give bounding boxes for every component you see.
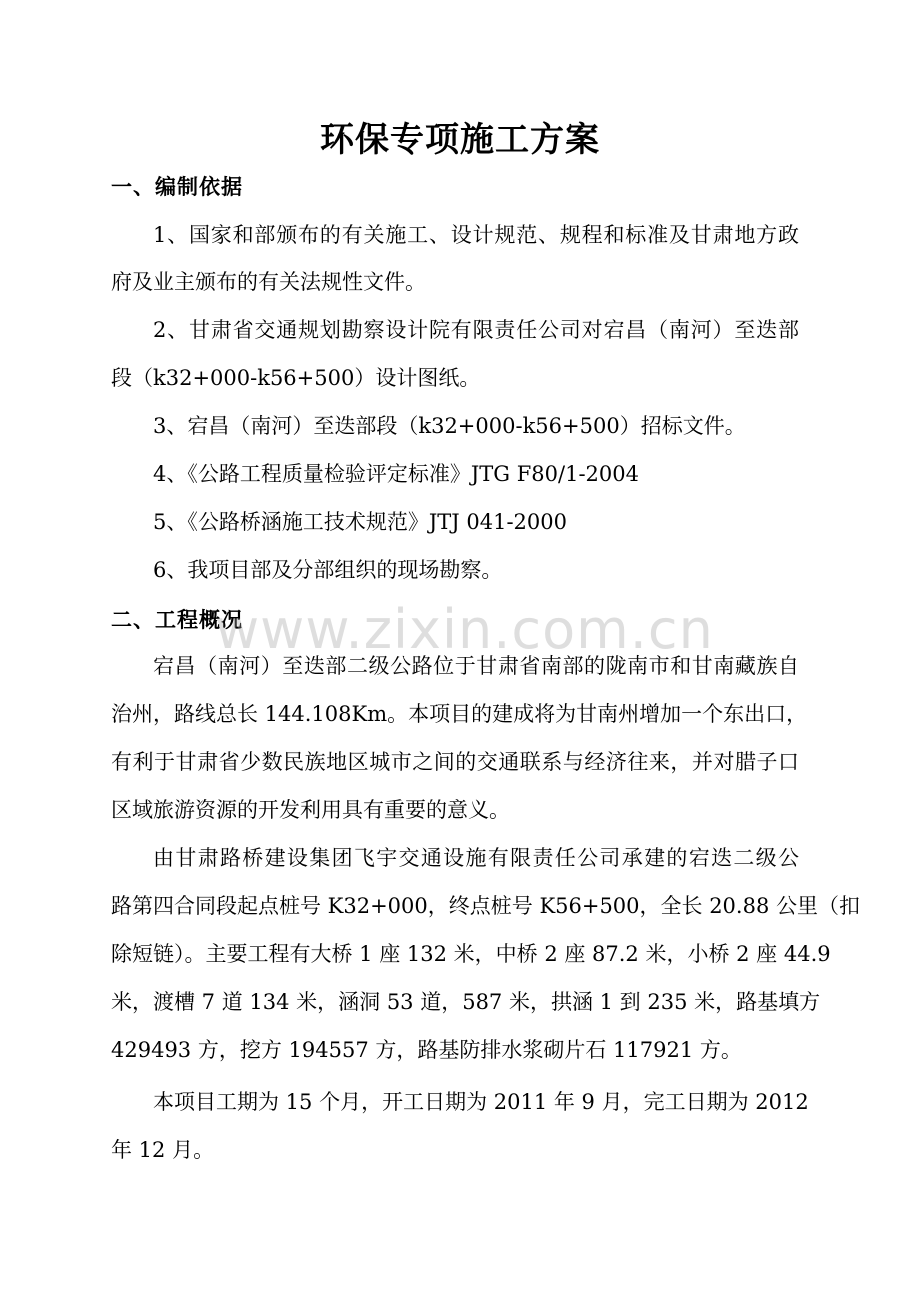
paragraph-line: 有利于甘肃省少数民族地区城市之间的交通联系与经济往来，并对腊子口 xyxy=(111,750,799,774)
section-heading-basis: 一、编制依据 xyxy=(111,175,243,199)
paragraph-line: 路第四合同段起点桩号 K32+000，终点桩号 K56+500，全长 20.88 公里（扣 xyxy=(111,894,860,918)
paragraph-line: 治州，路线总长 144.108Km。本项目的建成将为甘南州增加一个东出口， xyxy=(111,702,808,726)
paragraph-line: 本项目工期为 15 个月，开工日期为 2011 年 9 月，完工日期为 2012 xyxy=(153,1090,809,1114)
paragraph-line: 府及业主颁布的有关法规性文件。 xyxy=(111,270,426,294)
paragraph-line: 由甘肃路桥建设集团飞宇交通设施有限责任公司承建的宕迭二级公 xyxy=(153,846,799,870)
watermark: www.zixin.com.cn xyxy=(215,598,714,661)
paragraph-line: 3、宕昌（南河）至迭部段（k32+000-k56+500）招标文件。 xyxy=(153,414,746,438)
paragraph-line: 2、甘肃省交通规划勘察设计院有限责任公司对宕昌（南河）至迭部 xyxy=(153,318,799,342)
paragraph-line: 1、国家和部颁布的有关施工、设计规范、规程和标准及甘肃地方政 xyxy=(153,223,799,247)
paragraph-line: 区域旅游资源的开发利用具有重要的意义。 xyxy=(111,798,510,822)
paragraph-line: 段（k32+000-k56+500）设计图纸。 xyxy=(111,366,481,390)
document-title: 环保专项施工方案 xyxy=(320,120,600,160)
paragraph-line: 5、《公路桥涵施工技术规范》JTJ 041-2000 xyxy=(153,510,568,534)
section-heading-overview: 二、工程概况 xyxy=(111,608,243,632)
paragraph-line: 除短链）。主要工程有大桥 1 座 132 米，中桥 2 座 87.2 米，小桥 2 座 44.9 xyxy=(111,942,831,966)
paragraph-line: 宕昌（南河）至迭部二级公路位于甘肃省南部的陇南市和甘南藏族自 xyxy=(153,654,799,678)
paragraph-line: 年 12 月。 xyxy=(111,1138,215,1162)
paragraph-line: 429493 方，挖方 194557 方，路基防排水浆砌片石 117921 方。 xyxy=(111,1038,742,1062)
paragraph-line: 4、《公路工程质量检验评定标准》JTG F80/1-2004 xyxy=(153,462,640,486)
paragraph-line: 米，渡槽 7 道 134 米，涵洞 53 道，587 米，拱涵 1 到 235 米，路基填方 xyxy=(111,990,821,1014)
paragraph-line: 6、我项目部及分部组织的现场勘察。 xyxy=(153,558,503,582)
